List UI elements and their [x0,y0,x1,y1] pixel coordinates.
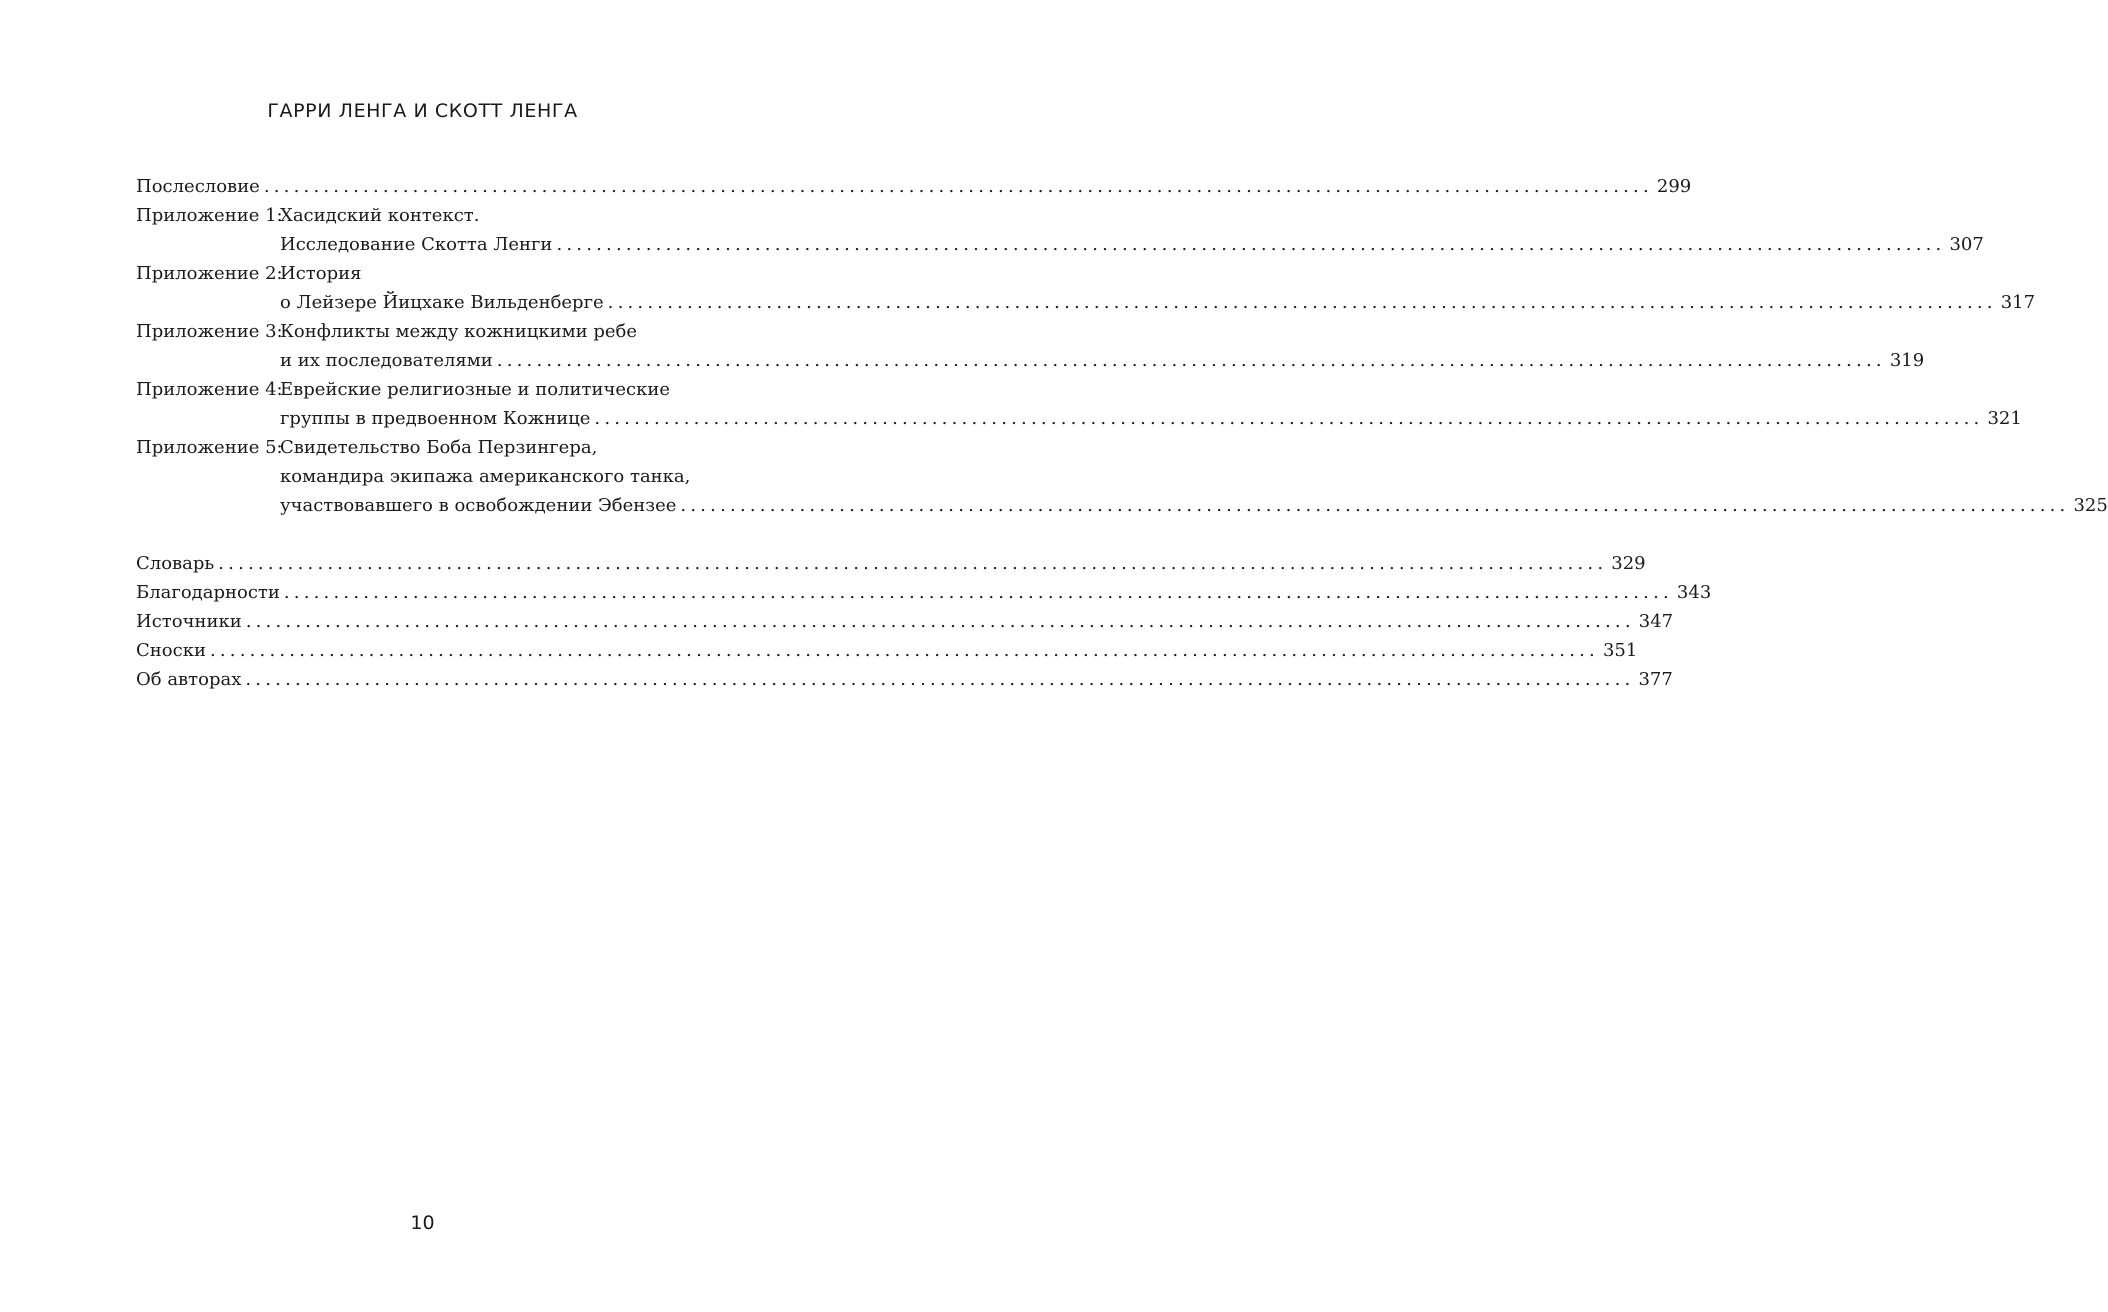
dot-leader: ............................................................................................................................................ [245,669,1635,690]
toc-entry-title-line: История [280,263,362,284]
toc-entry-appendix-2[interactable] [136,259,2036,317]
toc-entry-appendix-3[interactable] [136,317,1925,375]
dot-leader: ............................................................................................................................................ [607,292,1997,313]
toc-entry-page: 351 [1602,640,1638,661]
toc-entry-page: 321 [1987,408,2022,429]
dot-leader: ............................................................................................................................................ [245,611,1635,632]
table-of-contents [136,172,2108,694]
toc-entry-acknowledgements[interactable] [136,578,1712,607]
toc-entry-page: 317 [2000,292,2036,313]
toc-entry-about-authors[interactable] [136,665,1673,694]
toc-entry-title-line: Исследование Скотта Ленги [280,234,553,255]
toc-entry-title-line: Еврейские религиозные и политические [280,379,671,400]
toc-entry-appendix-4[interactable] [136,375,2022,433]
toc-entry-page: 347 [1638,611,1674,632]
dot-leader: ............................................................................................................................................ [594,408,1984,429]
toc-entry-title: Словарь [136,553,215,574]
toc-entry-title-line: группы в предвоенном Кожнице [280,408,591,429]
dot-leader: ............................................................................................................................................ [496,350,1886,371]
section-gap [136,520,726,549]
dot-leader: ............................................................................................................................................ [218,553,1608,574]
toc-entry-title-line: о Лейзере Йицхаке Вильденберге [280,292,604,313]
toc-entry-title-line: командира экипажа американского танка, [280,466,691,487]
dot-leader: ............................................................................................................................................ [680,495,2070,516]
page-number: 10 [410,1212,435,1234]
dot-leader: ............................................................................................................................................ [556,234,1946,255]
toc-entry-page: 343 [1676,582,1712,603]
toc-entry-page: 329 [1611,553,1646,574]
toc-entry-sources[interactable] [136,607,1674,636]
toc-entry-title: Сноски [136,640,206,661]
toc-entry-title-line: и их последователями [280,350,493,371]
toc-entry-page: 299 [1656,176,1692,197]
toc-entry-appendix-1[interactable] [136,201,1984,259]
toc-entry-glossary[interactable] [136,549,1646,578]
toc-entry-page: 377 [1638,669,1673,690]
toc-entry-page: 307 [1949,234,1984,255]
toc-entry-title: Послесловие [136,176,260,197]
toc-entry-appendix-5[interactable] [136,433,2108,520]
toc-entry-title-line: Свидетельство Боба Перзингера, [280,437,598,458]
dot-leader: ............................................................................................................................................ [263,176,1653,197]
toc-entry-afterword[interactable] [136,172,1692,201]
toc-appendix-label: Приложение 2: [136,263,283,284]
toc-appendix-label: Приложение 5: [136,437,283,458]
toc-entry-title-line: Конфликты между кожницкими ребе [280,321,637,342]
toc-entry-page: 319 [1889,350,1925,371]
toc-appendix-label: Приложение 1: [136,205,283,226]
toc-entry-title-line: участвовавшего в освобождении Эбензее [280,495,677,516]
dot-leader: ............................................................................................................................................ [283,582,1673,603]
toc-entry-title: Источники [136,611,242,632]
toc-entry-title: Благодарности [136,582,280,603]
dot-leader: ............................................................................................................................................ [209,640,1599,661]
running-head: ГАРРИ ЛЕНГА И СКОТТ ЛЕНГА [267,100,578,122]
toc-entry-title: Об авторах [136,669,242,690]
toc-entry-title-line: Хасидский контекст. [280,205,480,226]
toc-entry-page: 325 [2073,495,2108,516]
toc-appendix-label: Приложение 4: [136,379,283,400]
toc-appendix-label: Приложение 3: [136,321,283,342]
toc-entry-notes[interactable] [136,636,1638,665]
